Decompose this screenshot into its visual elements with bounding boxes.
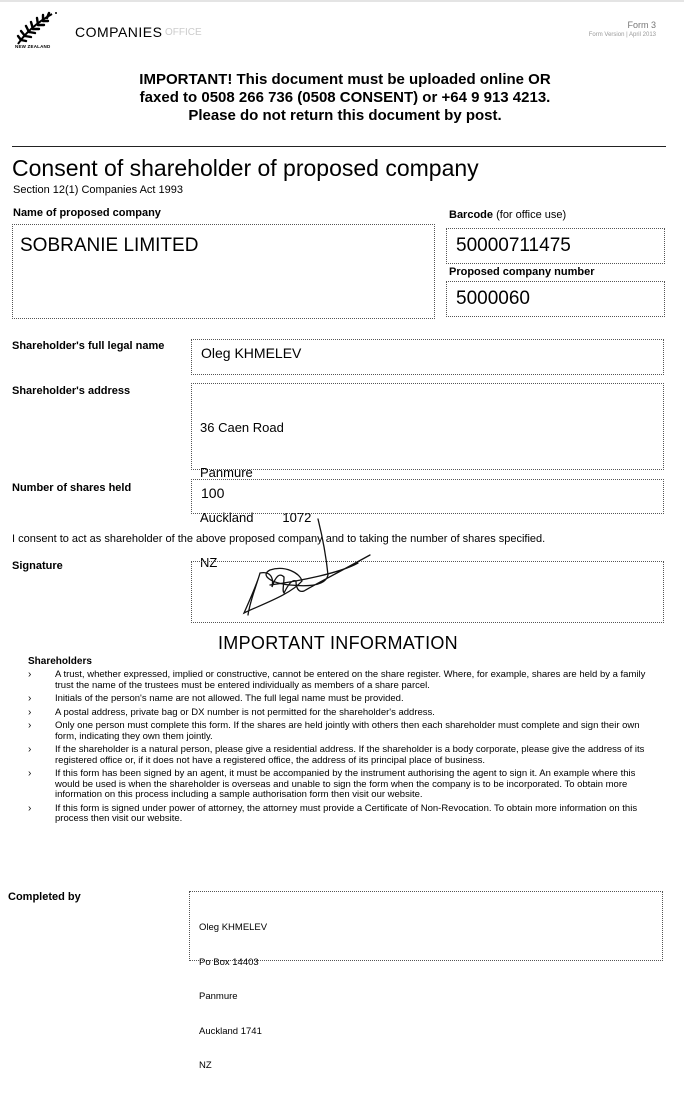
shareholder-address-label: Shareholder's address	[12, 385, 131, 397]
list-item	[28, 804, 648, 825]
shareholder-name-field[interactable]	[191, 339, 664, 375]
upload-notice	[80, 71, 610, 125]
company-number-field[interactable]	[446, 281, 665, 317]
form-number: Form 3	[627, 20, 656, 30]
barcode-value: 50000711475	[456, 235, 571, 256]
company-number-label: Proposed company number	[449, 266, 595, 278]
bullet-text: A trust, whether expressed, implied or constructive, cannot be entered on the share register. Where, for example, shares are held by a family trust the name of the trustees must be entered individually as members of a share parcel.	[55, 669, 646, 691]
brand-name: COMPANIES	[75, 24, 163, 40]
completed-by-field[interactable]	[189, 891, 663, 1071]
bullet-text: If this form has been signed by an agent, it must be accompanied by the instrument authorising the agent to sign it. An example where this would be used is when the shareholder is overseas and unable to sign the form when the company is to be incorporated. To obtain more information on this process including a sample authorisation form then visit our website.	[55, 768, 636, 800]
bullet-mark: ›	[28, 693, 32, 704]
address-line: NZ	[200, 555, 218, 570]
bullet-text: Only one person must complete this form. If the shares are held jointly with others then each shareholder must complete and sign their own form, indicating they own them jointly.	[55, 720, 640, 742]
list-item	[28, 769, 648, 801]
barcode-label-text: Barcode	[449, 209, 494, 221]
completed-by-label: Completed by	[8, 891, 81, 903]
completed-line: Oleg KHMELEV	[199, 922, 268, 933]
completed-by-lines	[199, 899, 267, 1095]
consent-statement: I consent to act as shareholder of the above proposed company and to taking the number of shares specified.	[12, 533, 546, 545]
shares-value: 100	[201, 485, 225, 501]
info-title: IMPORTANT INFORMATION	[218, 633, 458, 653]
notice-line-1: IMPORTANT! This document must be uploaded online OR	[139, 71, 551, 88]
top-border	[0, 0, 684, 2]
bullet-text: Initials of the person's name are not allowed. The full legal name must be provided.	[55, 693, 404, 704]
bullet-mark: ›	[28, 768, 32, 779]
section-reference: Section 12(1) Companies Act 1993	[13, 184, 183, 196]
list-item	[28, 721, 648, 742]
bullet-mark: ›	[28, 802, 32, 814]
shares-label: Number of shares held	[12, 482, 132, 494]
completed-line: NZ	[199, 1060, 212, 1071]
shares-field[interactable]	[191, 479, 664, 514]
shareholder-name-value: Oleg KHMELEV	[201, 345, 302, 361]
bullet-text: A postal address, private bag or DX number is not permitted for the shareholder's address.	[55, 706, 435, 718]
bullet-mark: ›	[28, 669, 32, 680]
logo-caption: NEW ZEALAND	[15, 44, 51, 49]
company-name-field[interactable]	[12, 224, 435, 319]
completed-line: Auckland 1741	[199, 1025, 262, 1037]
brand-subtitle: OFFICE	[165, 27, 202, 38]
list-item	[28, 708, 648, 719]
address-line: Panmure	[200, 465, 253, 480]
bullet-mark: ›	[28, 720, 32, 731]
list-item	[28, 670, 648, 691]
form-version: Form Version | April 2013	[588, 32, 656, 38]
signature-label: Signature	[12, 560, 63, 572]
signature-scribble-icon	[230, 515, 390, 620]
divider	[12, 146, 666, 147]
barcode-field[interactable]	[446, 228, 665, 264]
completed-line: Panmure	[199, 991, 238, 1002]
address-line: 36 Caen Road	[200, 420, 284, 435]
company-name-value: SOBRANIE LIMITED	[20, 235, 199, 256]
company-name-label: Name of proposed company	[13, 207, 161, 219]
shareholder-name-label: Shareholder's full legal name	[12, 340, 165, 352]
list-item	[28, 694, 648, 705]
address-line: Auckland 1072	[200, 510, 312, 525]
barcode-label	[449, 209, 566, 221]
list-item	[28, 745, 648, 766]
notice-line-3: Please do not return this document by post.	[188, 107, 502, 124]
bullet-mark: ›	[28, 744, 32, 755]
bullet-mark: ›	[28, 706, 32, 718]
notice-line-2: faxed to 0508 266 736 (0508 CONSENT) or +64 9 913 4213.	[139, 89, 551, 106]
barcode-note: (for office use)	[496, 209, 567, 221]
bullet-text: If the shareholder is a natural person, please give a residential address. If the shareholder is a body corporate, please give the address of its registered office or, if it does not have a registered office, the address of its principal place of business.	[55, 744, 645, 766]
info-heading: Shareholders	[28, 656, 92, 667]
company-number-value: 5000060	[456, 288, 530, 309]
completed-line: Po Box 14403	[199, 956, 259, 968]
page-title: Consent of shareholder of proposed company	[12, 155, 479, 181]
info-bullet-list	[28, 670, 648, 828]
bullet-text: If this form is signed under power of attorney, the attorney must provide a Certificate of Non-Revocation. To obtain more information on this process then visit our website.	[55, 802, 638, 824]
